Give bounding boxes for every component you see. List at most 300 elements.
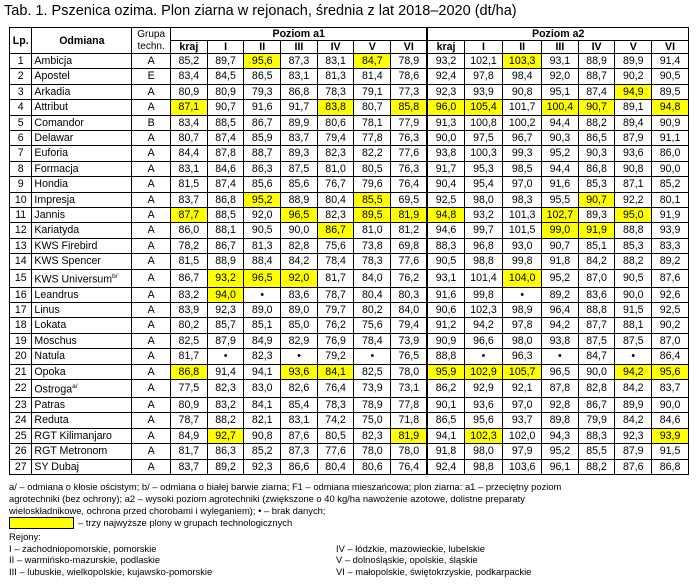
variety-name-text: Arkadia — [34, 85, 71, 98]
cell-a2-r3: 91,8 — [542, 254, 579, 269]
cell-a1-r6: 78,0 — [391, 444, 428, 459]
row-variety-name — [32, 84, 132, 99]
cell-a1-r6: 78,9 — [391, 54, 428, 69]
cell-a1-r3: 92,0 — [281, 269, 318, 287]
cell-a1-r1: 88,9 — [207, 254, 244, 269]
cell-a1-r2: 88,4 — [244, 254, 281, 269]
table-row — [10, 54, 689, 69]
cell-a1-r3: 90,0 — [281, 223, 318, 238]
cell-a2-r5: 92,2 — [615, 192, 652, 207]
cell-a2-r6: 90,9 — [652, 115, 689, 130]
cell-a2-r4: 90,0 — [578, 364, 615, 379]
cell-a1-r3: 89,0 — [281, 303, 318, 318]
cell-a2-r1: 98,0 — [464, 192, 503, 207]
row-variety-name — [32, 349, 132, 364]
row-variety-name — [32, 318, 132, 333]
cell-a1-r2: 95,2 — [244, 192, 281, 207]
row-variety-name — [32, 269, 132, 287]
cell-a2-r3: 100,4 — [542, 100, 579, 115]
cell-a2-r2: 99,3 — [503, 146, 542, 161]
cell-a2-r1: 100,3 — [464, 146, 503, 161]
row-group: A — [132, 54, 171, 69]
row-group: A — [132, 223, 171, 238]
cell-a2-kraj: 92,3 — [427, 84, 464, 99]
row-variety-name — [32, 364, 132, 379]
cell-a2-r5: 90,2 — [615, 69, 652, 84]
cell-a2-r2: 97,8 — [503, 318, 542, 333]
row-lp: 12 — [10, 223, 32, 238]
variety-name-text: Euforia — [34, 147, 68, 160]
cell-a2-r3: 99,0 — [542, 223, 579, 238]
row-lp: 14 — [10, 254, 32, 269]
cell-a1-r1: 85,7 — [207, 318, 244, 333]
cell-a1-r1: 86,3 — [207, 444, 244, 459]
table-title: Tab. 1. Pszenica ozima. Plon ziarna w rejonach, średnia z lat 2018–2020 (dt/ha) — [4, 3, 517, 19]
cell-a2-r5: 95,0 — [615, 208, 652, 223]
cell-a1-r6: 76,2 — [391, 269, 428, 287]
cell-a1-r6: 78,6 — [391, 69, 428, 84]
subheader-a1-region-VI: VI — [391, 41, 428, 54]
cell-a2-kraj: 92,4 — [427, 459, 464, 474]
cell-a1-r2: 96,5 — [244, 269, 281, 287]
row-group: A — [132, 254, 171, 269]
cell-a1-r5: 81,0 — [354, 223, 391, 238]
cell-a1-r3: 82,6 — [281, 380, 318, 398]
row-variety-name — [32, 131, 132, 146]
row-variety-name — [32, 398, 132, 413]
table-row — [10, 318, 689, 333]
cell-a2-r3: 92,0 — [542, 69, 579, 84]
cell-a1-r6: 78,0 — [391, 364, 428, 379]
cell-a2-r3: 95,1 — [542, 84, 579, 99]
cell-a1-r4: 80,5 — [317, 428, 354, 443]
row-variety-name — [32, 444, 132, 459]
variety-name-text: SY Dubaj — [34, 460, 79, 473]
cell-a1-r4: 83,8 — [317, 100, 354, 115]
cell-a1-r2: 84,1 — [244, 398, 281, 413]
row-variety-name — [32, 380, 132, 398]
row-variety-name — [32, 115, 132, 130]
row-group: A — [132, 269, 171, 287]
cell-a1-r4: 84,1 — [317, 364, 354, 379]
cell-a2-r2: 101,3 — [503, 208, 542, 223]
subheader-a1-region-II: II — [244, 41, 281, 54]
cell-a1-r4: 77,6 — [317, 444, 354, 459]
cell-a1-r4: 78,3 — [317, 84, 354, 99]
cell-a2-r2: 93,7 — [503, 413, 542, 428]
cell-a1-kraj: 81,5 — [171, 177, 208, 192]
header-lp: Lp. — [10, 28, 32, 54]
cell-a2-r5: 90,0 — [615, 287, 652, 302]
cell-a2-kraj: 90,0 — [427, 131, 464, 146]
cell-a2-r2: 98,4 — [503, 69, 542, 84]
cell-a1-r3: 83,1 — [281, 413, 318, 428]
table-row — [10, 69, 689, 84]
cell-a1-kraj: 86,7 — [171, 269, 208, 287]
cell-a2-r1: • — [464, 349, 503, 364]
subheader-a2-region-V: V — [615, 41, 652, 54]
cell-a2-r6: 87,0 — [652, 333, 689, 348]
cell-a1-kraj: 80,2 — [171, 318, 208, 333]
rejony-label: Rejony: — [9, 531, 41, 542]
cell-a1-kraj: 80,9 — [171, 398, 208, 413]
cell-a1-r4: 76,7 — [317, 177, 354, 192]
cell-a1-kraj: 86,8 — [171, 364, 208, 379]
cell-a2-r6: 83,3 — [652, 238, 689, 253]
cell-a1-r5: 78,4 — [354, 333, 391, 348]
cell-a2-kraj: 92,5 — [427, 192, 464, 207]
cell-a2-r4: 87,7 — [578, 318, 615, 333]
cell-a2-r2: 104,0 — [503, 269, 542, 287]
cell-a2-r3: 94,4 — [542, 115, 579, 130]
row-lp: 25 — [10, 428, 32, 443]
cell-a2-kraj: 93,8 — [427, 146, 464, 161]
subheader-a2-region-II: II — [503, 41, 542, 54]
cell-a2-r4: 82,8 — [578, 380, 615, 398]
cell-a1-r5: 79,6 — [354, 177, 391, 192]
cell-a1-kraj: 81,5 — [171, 254, 208, 269]
cell-a2-kraj: 86,2 — [427, 380, 464, 398]
row-group: A — [132, 208, 171, 223]
cell-a2-r5: 93,6 — [615, 146, 652, 161]
row-lp: 17 — [10, 303, 32, 318]
cell-a1-r3: 85,0 — [281, 318, 318, 333]
cell-a2-r3: 95,5 — [542, 192, 579, 207]
cell-a2-r2: 92,1 — [503, 380, 542, 398]
cell-a1-r5: 78,1 — [354, 115, 391, 130]
cell-a1-r6: 77,6 — [391, 254, 428, 269]
cell-a1-r6: 76,3 — [391, 161, 428, 176]
cell-a2-r1: 98,0 — [464, 444, 503, 459]
row-group: A — [132, 349, 171, 364]
row-variety-name — [32, 223, 132, 238]
cell-a1-r5: 80,4 — [354, 287, 391, 302]
row-group: A — [132, 444, 171, 459]
table-row — [10, 223, 689, 238]
cell-a1-r6: 81,9 — [391, 208, 428, 223]
cell-a1-r2: 86,5 — [244, 69, 281, 84]
variety-name-text: Lokata — [34, 319, 67, 332]
cell-a2-kraj: 96,0 — [427, 100, 464, 115]
cell-a2-r6: 92,5 — [652, 303, 689, 318]
variety-name-text: Moschus — [34, 334, 77, 347]
cell-a1-r2: 86,3 — [244, 161, 281, 176]
cell-a2-r1: 95,3 — [464, 161, 503, 176]
subheader-a1-region-V: V — [354, 41, 391, 54]
cell-a2-r6: 90,5 — [652, 69, 689, 84]
row-variety-name — [32, 459, 132, 474]
cell-a2-r6: 80,1 — [652, 192, 689, 207]
cell-a1-r1: 88,2 — [207, 413, 244, 428]
cell-a1-r3: 88,9 — [281, 192, 318, 207]
row-variety-name — [32, 413, 132, 428]
table-row — [10, 380, 689, 398]
cell-a2-kraj: 91,8 — [427, 444, 464, 459]
cell-a1-r6: 77,6 — [391, 146, 428, 161]
cell-a2-kraj: 90,6 — [427, 303, 464, 318]
subheader-a2-region-III: III — [542, 41, 579, 54]
cell-a1-r6: 76,3 — [391, 131, 428, 146]
cell-a1-r5: 89,5 — [354, 208, 391, 223]
subheader-a2-kraj: kraj — [427, 41, 464, 54]
cell-a2-kraj: 91,3 — [427, 115, 464, 130]
cell-a2-r5: 94,9 — [615, 84, 652, 99]
cell-a2-r3: 89,2 — [542, 287, 579, 302]
row-variety-name — [32, 254, 132, 269]
cell-a1-r2: 94,1 — [244, 364, 281, 379]
table-row — [10, 146, 689, 161]
cell-a1-r1: 82,3 — [207, 380, 244, 398]
row-lp: 26 — [10, 444, 32, 459]
cell-a2-kraj: 86,5 — [427, 413, 464, 428]
cell-a1-r2: 85,1 — [244, 318, 281, 333]
regions-right — [336, 543, 531, 577]
row-variety-name — [32, 100, 132, 115]
cell-a2-r6: 87,6 — [652, 269, 689, 287]
cell-a1-r5: 78,0 — [354, 444, 391, 459]
cell-a2-r1: 105,4 — [464, 100, 503, 115]
variety-name-text: Impresja — [34, 193, 76, 206]
subheader-a2-region-IV: IV — [578, 41, 615, 54]
cell-a1-kraj: 83,4 — [171, 69, 208, 84]
cell-a1-r1: 87,4 — [207, 131, 244, 146]
cell-a1-r3: 82,9 — [281, 333, 318, 348]
cell-a2-r1: 95,4 — [464, 177, 503, 192]
cell-a1-r1: 92,3 — [207, 303, 244, 318]
cell-a2-r5: 91,5 — [615, 303, 652, 318]
cell-a2-r6: 89,2 — [652, 254, 689, 269]
cell-a2-kraj: 93,2 — [427, 54, 464, 69]
row-group: B — [132, 115, 171, 130]
cell-a2-kraj: 92,4 — [427, 69, 464, 84]
cell-a1-r6: 69,5 — [391, 192, 428, 207]
table-row — [10, 287, 689, 302]
cell-a2-r5: 89,4 — [615, 115, 652, 130]
cell-a2-r5: 84,2 — [615, 380, 652, 398]
cell-a1-r2: 88,7 — [244, 146, 281, 161]
cell-a1-r6: 85,8 — [391, 100, 428, 115]
cell-a1-r4: 76,2 — [317, 318, 354, 333]
cell-a1-r1: 88,1 — [207, 223, 244, 238]
cell-a1-kraj: 80,7 — [171, 131, 208, 146]
cell-a2-kraj: 94,6 — [427, 223, 464, 238]
row-lp: 16 — [10, 287, 32, 302]
cell-a2-r3: 90,7 — [542, 238, 579, 253]
cell-a2-r6: 90,0 — [652, 398, 689, 413]
cell-a1-kraj: 82,5 — [171, 333, 208, 348]
cell-a2-r2: 100,2 — [503, 115, 542, 130]
cell-a2-r5: • — [615, 349, 652, 364]
cell-a1-r6: 77,9 — [391, 115, 428, 130]
cell-a1-r5: 84,7 — [354, 54, 391, 69]
cell-a1-r2: 86,7 — [244, 115, 281, 130]
cell-a2-r4: 88,7 — [578, 69, 615, 84]
table-row — [10, 115, 689, 130]
cell-a2-r3: 96,1 — [542, 459, 579, 474]
cell-a2-r2: 96,3 — [503, 349, 542, 364]
cell-a2-r2: 98,9 — [503, 303, 542, 318]
cell-a2-r5: 88,2 — [615, 254, 652, 269]
cell-a1-r3: 83,7 — [281, 131, 318, 146]
cell-a2-r3: 95,2 — [542, 146, 579, 161]
cell-a2-r6: 91,1 — [652, 131, 689, 146]
row-lp: 9 — [10, 177, 32, 192]
variety-name-text: Ambicja — [34, 55, 73, 67]
row-group: A — [132, 459, 171, 474]
row-variety-name — [32, 192, 132, 207]
cell-a1-kraj: 84,4 — [171, 146, 208, 161]
subheader-a1-kraj: kraj — [171, 41, 208, 54]
cell-a1-r1: 91,4 — [207, 364, 244, 379]
cell-a2-r4: 88,2 — [578, 115, 615, 130]
subheader-a1-region-III: III — [281, 41, 318, 54]
cell-a2-r1: 93,9 — [464, 84, 503, 99]
cell-a1-r5: 84,0 — [354, 269, 391, 287]
cell-a1-r1: 94,0 — [207, 287, 244, 302]
cell-a1-r2: 92,3 — [244, 459, 281, 474]
cell-a2-kraj: 95,9 — [427, 364, 464, 379]
cell-a2-r4: 88,3 — [578, 428, 615, 443]
cell-a1-r3: 85,4 — [281, 398, 318, 413]
subheader-a1-region-I: I — [207, 41, 244, 54]
cell-a1-r2: 79,3 — [244, 84, 281, 99]
cell-a2-r1: 96,8 — [464, 238, 503, 253]
variety-name-text: Leandrus — [34, 288, 79, 301]
cell-a2-r4: 88,9 — [578, 54, 615, 69]
cell-a2-r4: 86,5 — [578, 131, 615, 146]
cell-a2-r5: 94,2 — [615, 364, 652, 379]
row-group: A — [132, 428, 171, 443]
cell-a1-r2: 82,3 — [244, 349, 281, 364]
cell-a1-r5: 75,0 — [354, 413, 391, 428]
row-lp: 27 — [10, 459, 32, 474]
table-row — [10, 192, 689, 207]
variety-footnote-mark: a/ — [72, 383, 78, 391]
cell-a1-kraj: 85,2 — [171, 54, 208, 69]
table-row — [10, 161, 689, 176]
cell-a2-kraj: 91,6 — [427, 287, 464, 302]
cell-a1-kraj: 83,9 — [171, 303, 208, 318]
cell-a2-r5: 89,1 — [615, 100, 652, 115]
cell-a2-r2: 98,3 — [503, 192, 542, 207]
cell-a2-r1: 99,8 — [464, 287, 503, 302]
cell-a2-r1: 102,3 — [464, 428, 503, 443]
row-group: A — [132, 131, 171, 146]
row-variety-name — [32, 177, 132, 192]
row-lp: 15 — [10, 269, 32, 287]
row-variety-name — [32, 238, 132, 253]
cell-a1-r6: 77,3 — [391, 84, 428, 99]
cell-a2-r1: 97,5 — [464, 131, 503, 146]
cell-a1-r5: 73,8 — [354, 238, 391, 253]
cell-a1-r5: 80,5 — [354, 161, 391, 176]
variety-name-text: Linus — [34, 304, 60, 317]
cell-a2-kraj: 90,9 — [427, 333, 464, 348]
note-line-3: wieloskładnikowe, ochrona przed chorobami i wyleganiem); • – brak danych; — [9, 505, 326, 516]
cell-a1-r1: 87,9 — [207, 333, 244, 348]
cell-a1-r2: 83,0 — [244, 380, 281, 398]
row-lp: 2 — [10, 69, 32, 84]
legend — [9, 517, 292, 528]
cell-a2-r4: 90,7 — [578, 100, 615, 115]
cell-a2-kraj: 91,7 — [427, 161, 464, 176]
cell-a2-r1: 94,2 — [464, 318, 503, 333]
table-row — [10, 444, 689, 459]
cell-a2-r1: 102,9 — [464, 364, 503, 379]
subheader-a2-region-I: I — [464, 41, 503, 54]
cell-a1-r2: 85,6 — [244, 177, 281, 192]
cell-a1-kraj: 86,0 — [171, 223, 208, 238]
cell-a1-r1: 89,2 — [207, 459, 244, 474]
cell-a2-r4: 90,3 — [578, 146, 615, 161]
cell-a1-r2: 81,3 — [244, 238, 281, 253]
cell-a2-r3: 96,4 — [542, 303, 579, 318]
variety-footnote-mark: b/ — [112, 272, 118, 280]
cell-a2-r2: 97,9 — [503, 444, 542, 459]
cell-a2-r4: 85,1 — [578, 238, 615, 253]
cell-a1-r6: 81,2 — [391, 223, 428, 238]
region-line: III – lubuskie, wielkopolskie, kujawsko-pomorskie — [9, 565, 213, 577]
cell-a2-r3: 95,2 — [542, 444, 579, 459]
table-row — [10, 100, 689, 115]
cell-a1-r6: 71,8 — [391, 413, 428, 428]
cell-a1-kraj: 84,9 — [171, 428, 208, 443]
row-variety-name — [32, 208, 132, 223]
row-group: A — [132, 303, 171, 318]
cell-a1-r1: 86,8 — [207, 192, 244, 207]
cell-a1-r6: 69,8 — [391, 238, 428, 253]
cell-a1-kraj: 78,7 — [171, 413, 208, 428]
cell-a1-r6: 79,4 — [391, 318, 428, 333]
row-group: A — [132, 318, 171, 333]
cell-a2-r4: 90,7 — [578, 192, 615, 207]
cell-a2-r2: 105,7 — [503, 364, 542, 379]
cell-a2-r4: 91,9 — [578, 223, 615, 238]
cell-a2-r2: • — [503, 287, 542, 302]
cell-a1-r4: 81,7 — [317, 269, 354, 287]
cell-a1-r5: 77,8 — [354, 131, 391, 146]
cell-a1-r4: 79,7 — [317, 303, 354, 318]
row-group: E — [132, 69, 171, 84]
region-line: V – dolnośląskie, opolskie, śląskie — [336, 554, 478, 566]
cell-a1-r4: 76,9 — [317, 333, 354, 348]
cell-a2-r5: 88,8 — [615, 223, 652, 238]
cell-a1-r5: 81,4 — [354, 69, 391, 84]
cell-a1-r5: 78,3 — [354, 254, 391, 269]
cell-a2-kraj: 93,1 — [427, 269, 464, 287]
cell-a2-kraj: 90,5 — [427, 254, 464, 269]
row-group: A — [132, 413, 171, 428]
region-line: VI – małopolskie, świętokrzyskie, podkarpackie — [336, 565, 532, 577]
row-group: A — [132, 84, 171, 99]
cell-a2-r2: 101,7 — [503, 100, 542, 115]
variety-name-text: Formacja — [34, 162, 79, 175]
cell-a1-r2: 90,5 — [244, 223, 281, 238]
row-group: A — [132, 238, 171, 253]
cell-a2-r3: • — [542, 349, 579, 364]
cell-a1-r1: 87,4 — [207, 177, 244, 192]
cell-a2-r3: 96,5 — [542, 364, 579, 379]
cell-a1-r1: 80,9 — [207, 84, 244, 99]
cell-a1-r2: 92,0 — [244, 208, 281, 223]
cell-a1-r4: 78,7 — [317, 287, 354, 302]
cell-a2-r3: 95,2 — [542, 269, 579, 287]
cell-a1-kraj: 80,9 — [171, 84, 208, 99]
cell-a2-r5: 90,8 — [615, 161, 652, 176]
cell-a2-r5: 85,3 — [615, 238, 652, 253]
cell-a1-r3: • — [281, 349, 318, 364]
cell-a1-kraj: 81,7 — [171, 444, 208, 459]
